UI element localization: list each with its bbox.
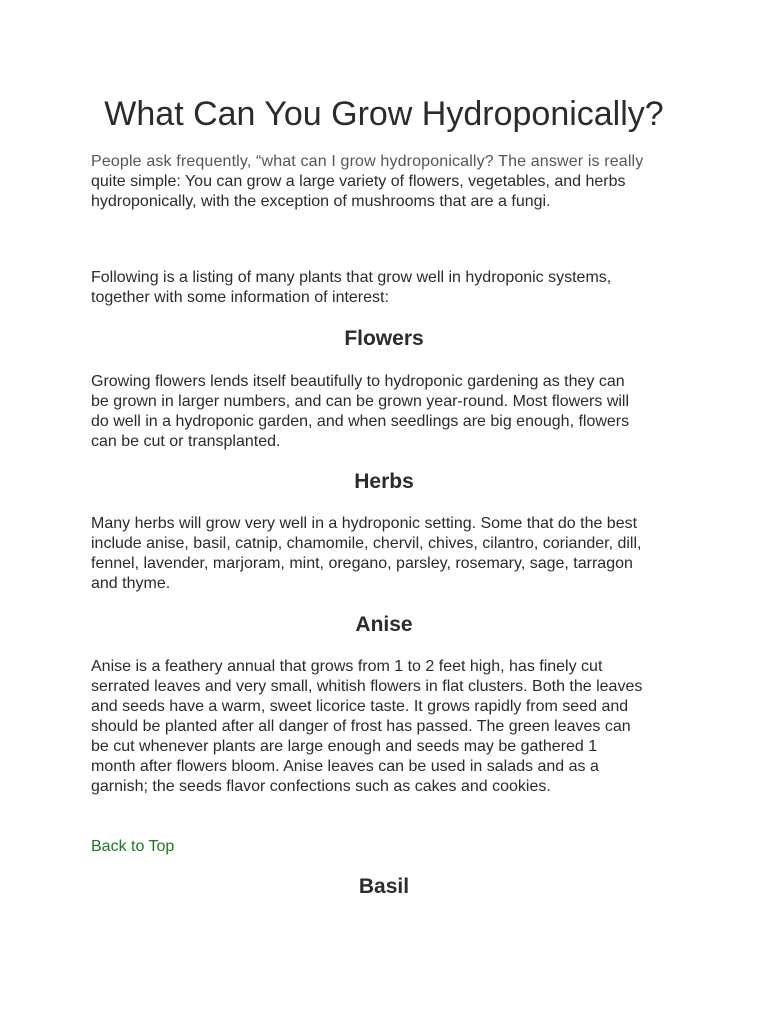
intro-paragraph: quite simple: You can grow a large variety of flowers, vegetables, and herbs hydroponically, with the exception of mushrooms that are a fungi. bbox=[91, 173, 626, 210]
back-to-top-link[interactable]: Back to Top bbox=[91, 838, 175, 855]
intro-first-line: People ask frequently, “what can I grow hydroponically? The answer is really bbox=[91, 153, 644, 170]
anise-paragraph: Anise is a feathery annual that grows from 1 to 2 feet high, has finely cut serrated leaves and very small, whitish flowers in flat clusters. Both the leaves and seeds have a warm, sweet licorice taste. It grows rapidly from seed and should be planted after all danger of frost has passed. The green leaves can be cut whenever plants are large enough and seeds may be gathered 1 month after flowers bloom. Anise leaves can be used in salads and as a garnish; the seeds flavor confections such as cakes and cookies. bbox=[91, 658, 643, 795]
heading-basil: Basil bbox=[358, 875, 410, 898]
flowers-paragraph: Growing flowers lends itself beautifully to hydroponic gardening as they can be grown in larger numbers, and can be grown year-round. Most flowers will do well in a hydroponic garden, and when seedlings are big enough, flowers can be cut or transplanted. bbox=[91, 373, 630, 450]
page-title: What Can You Grow Hydroponically? bbox=[104, 95, 664, 133]
heading-anise: Anise bbox=[355, 613, 413, 636]
heading-flowers: Flowers bbox=[344, 327, 424, 350]
listing-paragraph: Following is a listing of many plants that grow well in hydroponic systems, together with some information of interest: bbox=[91, 269, 612, 306]
herbs-paragraph: Many herbs will grow very well in a hydroponic setting. Some that do the best include anise, basil, catnip, chamomile, chervil, chives, cilantro, coriander, dill, fennel, lavender, marjoram, mint, oregano, parsley, rosemary, sage, tarragon and thyme. bbox=[91, 515, 642, 592]
heading-herbs: Herbs bbox=[354, 470, 414, 493]
